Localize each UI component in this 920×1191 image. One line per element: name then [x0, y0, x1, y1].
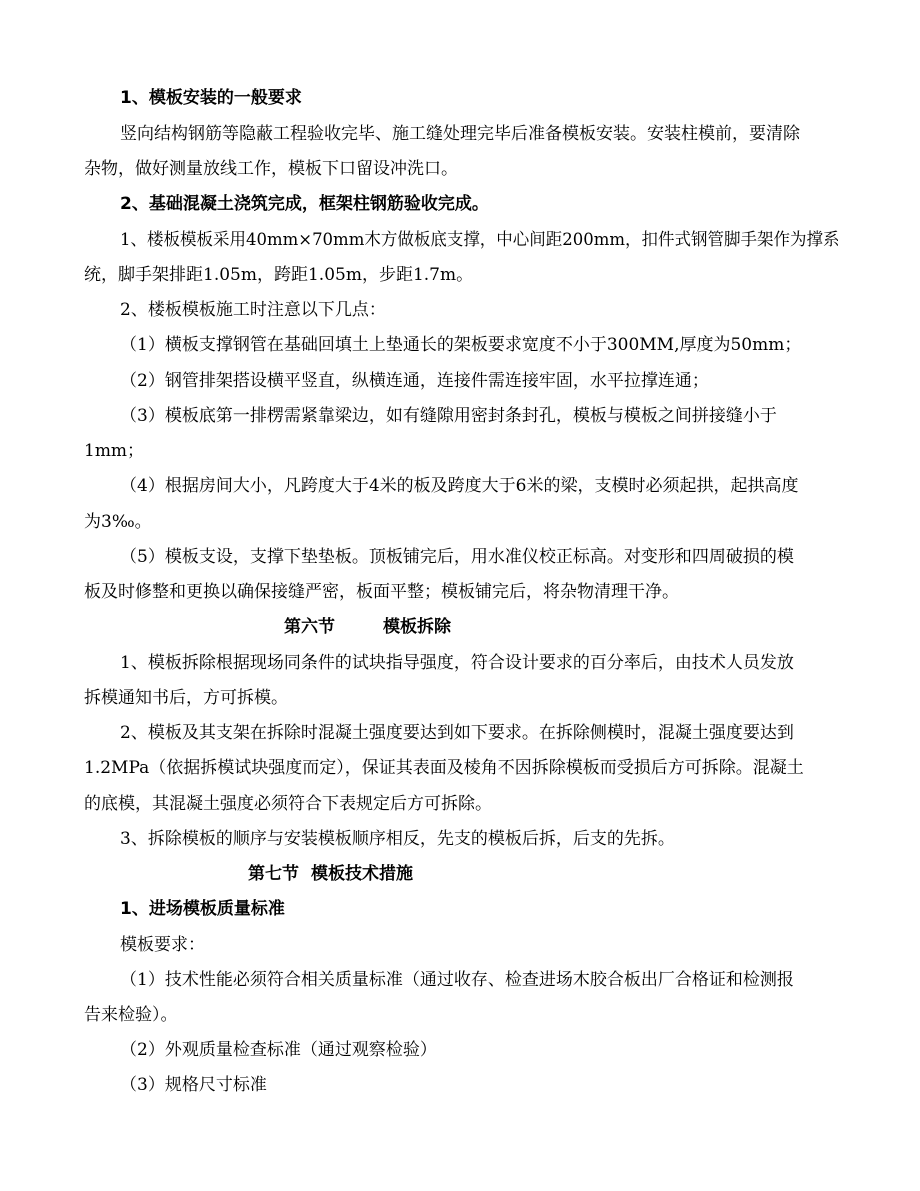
paragraph-line: 2、模板及其支架在拆除时混凝土强度要达到如下要求。在拆除侧模时，混凝土强度要达到: [120, 723, 794, 743]
list-item: （2）外观质量检查标准（通过观察检验）: [120, 1040, 437, 1060]
list-item: （1）技术性能必须符合相关质量标准（通过收存、检查进场木胶合板出厂合格证和检测报: [120, 970, 794, 990]
paragraph-line: 模板要求：: [120, 935, 205, 955]
list-item: （1）横板支撑钢管在基础回填土上垫通长的架板要求宽度不小于300MM,厚度为50mm；: [120, 335, 802, 355]
heading-formwork-installation-requirements: 1、模板安装的一般要求: [120, 88, 302, 108]
paragraph-line: 1.2MPa（依据拆模试块强度而定），保证其表面及棱角不因拆除模板而受损后方可拆除。混凝土: [84, 758, 804, 778]
section-6-heading: [284, 617, 451, 637]
list-item-continuation: 告来检验）。: [84, 1005, 178, 1025]
paragraph-line: 的底模，其混凝土强度必须符合下表规定后方可拆除。: [84, 794, 492, 814]
paragraph-line: 2、楼板模板施工时注意以下几点：: [120, 300, 386, 320]
list-item: （2）钢管排架搭设横平竖直，纵横连通，连接件需连接牢固，水平拉撑连通；: [120, 371, 709, 391]
paragraph-line: 竖向结构钢筋等隐蔽工程验收完毕、施工缝处理完毕后准备模板安装。安装柱模前，要清除: [120, 124, 800, 144]
list-item: （4）根据房间大小，凡跨度大于4米的板及跨度大于6米的梁，支模时必须起拱，起拱高度: [120, 476, 799, 496]
list-item: （5）模板支设，支撑下垫垫板。顶板铺完后，用水准仪校正标高。对变形和四周破损的模: [120, 547, 794, 567]
paragraph-line: 1、楼板模板采用40mm×70mm木方做板底支撑，中心间距200mm，扣件式钢管脚手架作为撑系: [120, 230, 840, 250]
section-7-title: 模板技术措施: [311, 864, 413, 884]
paragraph-line: 3、拆除模板的顺序与安装模板顺序相反，先支的模板后拆，后支的先拆。: [120, 829, 675, 849]
list-item: （3）模板底第一排楞需紧靠梁边，如有缝隙用密封条封孔，模板与模板之间拼接缝小于: [120, 406, 777, 426]
section-7-number: 第七节: [248, 864, 299, 884]
section-7-heading: [248, 864, 413, 884]
paragraph-line: 1、模板拆除根据现场同条件的试块指导强度，符合设计要求的百分率后，由技术人员发放: [120, 653, 794, 673]
list-item-continuation: 板及时修整和更换以确保接缝严密，板面平整；模板铺完后，将杂物清理干净。: [84, 582, 679, 602]
section-6-title: 模板拆除: [383, 617, 451, 637]
paragraph-line: 拆模通知书后，方可拆模。: [84, 688, 288, 708]
heading-incoming-formwork-quality: 1、进场模板质量标准: [120, 899, 285, 919]
section-6-number: 第六节: [284, 617, 335, 637]
list-item-continuation: 1mm；: [84, 441, 145, 461]
paragraph-line: 杂物，做好测量放线工作，模板下口留设冲洗口。: [84, 159, 458, 179]
list-item: （3）规格尺寸标准: [120, 1075, 267, 1095]
paragraph-line: 统，脚手架排距1.05m，跨距1.05m，步距1.7m。: [84, 265, 474, 285]
list-item-continuation: 为3‰。: [84, 512, 152, 532]
heading-foundation-concrete: 2、基础混凝土浇筑完成，框架柱钢筋验收完成。: [120, 194, 489, 214]
